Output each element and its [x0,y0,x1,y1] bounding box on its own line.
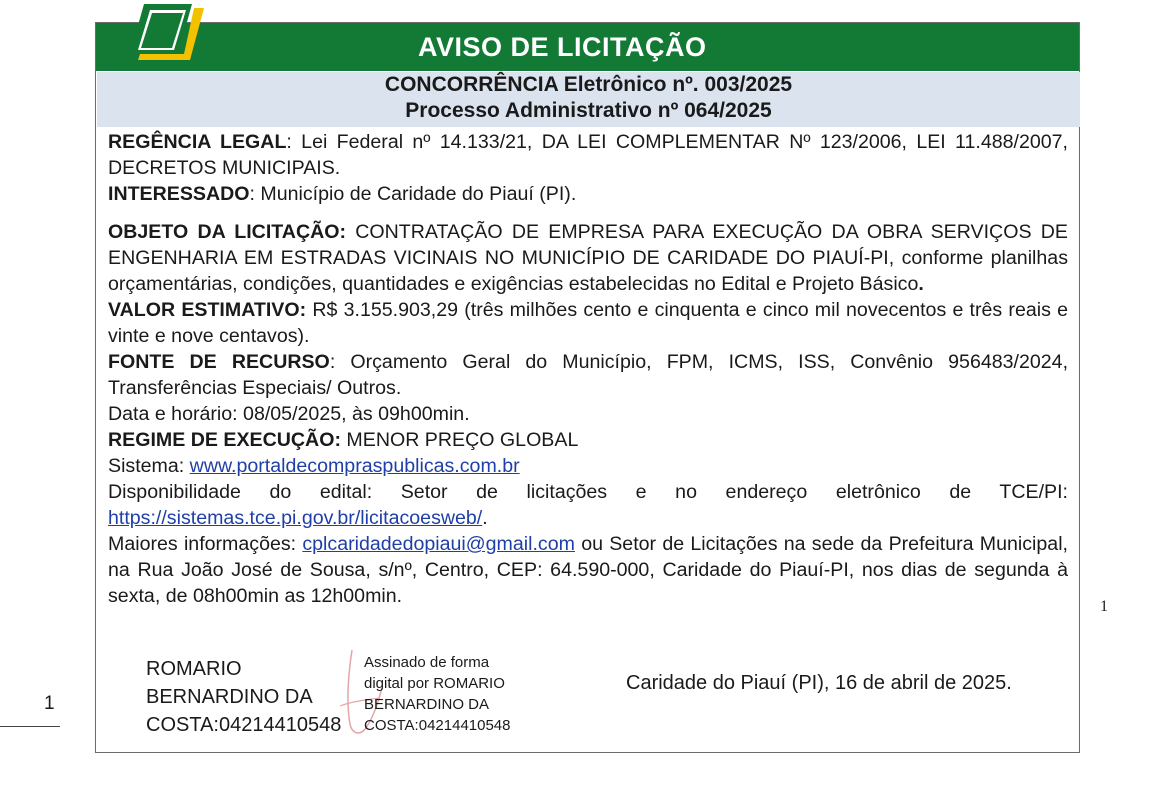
concorrencia-line: CONCORRÊNCIA Eletrônico nº. 003/2025 [384,73,793,96]
signer-name [146,655,341,739]
disponibilidade-end: . [482,507,488,529]
regime-text: MENOR PREÇO GLOBAL [340,429,579,451]
valor-text: R$ 3.155.903,29 (três milhões cento e cinquenta e cinco mil novecentos e três reais e vinte e nove centavos). [108,299,1068,347]
informacoes-text: Maiores informações: [108,533,303,555]
data-paragraph: Data e horário: 08/05/2025, às 09h00min. [108,403,470,425]
tce-link[interactable]: https://sistemas.tce.pi.gov.br/licitacoesweb/ [108,507,483,529]
disponibilidade-text: Disponibilidade do edital: Setor de licitações e no endereço eletrônico de TCE/PI: [108,481,1068,503]
stamp-line: COSTA:04214410548 [364,717,511,734]
notice-body [108,129,1068,609]
valor-paragraph [108,297,1068,349]
interessado-label: INTERESSADO [108,183,250,205]
signer-name-line: BERNARDINO DA [146,686,313,708]
page-number-left: 1 [44,693,55,714]
page-number-right: 1 [1100,598,1108,615]
process-band [97,72,1080,127]
informacoes-paragraph [108,531,1068,609]
notice-frame [95,22,1080,753]
stamp-line: Assinado de forma [364,654,490,671]
email-link[interactable]: cplcaridadedopiaui@gmail.com [302,533,575,555]
regencia-text: : Lei Federal nº 14.133/21, DA LEI COMPLEMENTAR Nº 123/2006, LEI 11.488/2007, DECRETOS MUNICIPAIS. [108,131,1068,179]
stamp-line: BERNARDINO DA [364,696,490,713]
objeto-text: CONTRATAÇÃO DE EMPRESA PARA EXECUÇÃO DA OBRA SERVIÇOS DE ENGENHARIA EM ESTRADAS VICINAIS NO MUNICÍPIO DE CARIDADE DO PIAUÍ-PI, conforme planilhas orçamentárias, condições, quantidades e exigências estabelecidas no Edital e Projeto Básico [108,221,1068,295]
regime-paragraph [108,427,1068,453]
sistema-text: Sistema: [108,455,190,477]
regencia-label: REGÊNCIA LEGAL [108,131,287,153]
regencia-paragraph [108,129,1068,181]
objeto-end: . [918,273,924,295]
interessado-paragraph [108,181,1068,207]
fonte-paragraph [108,349,1068,401]
interessado-text: : Município de Caridade do Piauí (PI). [249,183,577,205]
municipality-logo-icon [130,4,210,70]
notice-title: AVISO DE LICITAÇÃO [418,32,707,62]
signer-name-line: ROMARIO [146,658,242,680]
fonte-text: : Orçamento Geral do Município, FPM, ICMS, ISS, Convênio 956483/2024, Transferências Especiais/ Outros. [108,351,1069,399]
closing-date-line: Caridade do Piauí (PI), 16 de abril de 2025. [626,672,1012,694]
stamp-line: digital por ROMARIO [364,675,505,692]
fonte-label: FONTE DE RECURSO [108,351,330,373]
objeto-paragraph [108,219,1068,297]
footer-divider [0,726,60,727]
valor-label: VALOR ESTIMATIVO: [108,299,307,321]
digital-signature-stamp [364,652,511,736]
disponibilidade-paragraph [108,479,1068,531]
processo-line: Processo Administrativo nº 064/2025 [405,99,772,122]
regime-label: REGIME DE EXECUÇÃO: [108,429,341,451]
sistema-link[interactable]: www.portaldecompraspublicas.com.br [189,455,520,477]
sistema-paragraph [108,453,1068,479]
informacoes-end: ou Setor de Licitações na sede da Prefeitura Municipal, na Rua João José de Sousa, s/nº, Centro, CEP: 64.590-000, Caridade do Piauí-PI, nos dias de segunda à sexta, de 08h00min as 12h00min. [108,533,1068,607]
header-bar [96,23,1079,71]
objeto-label: OBJETO DA LICITAÇÃO: [108,221,347,243]
signer-name-line: COSTA:04214410548 [146,714,342,736]
